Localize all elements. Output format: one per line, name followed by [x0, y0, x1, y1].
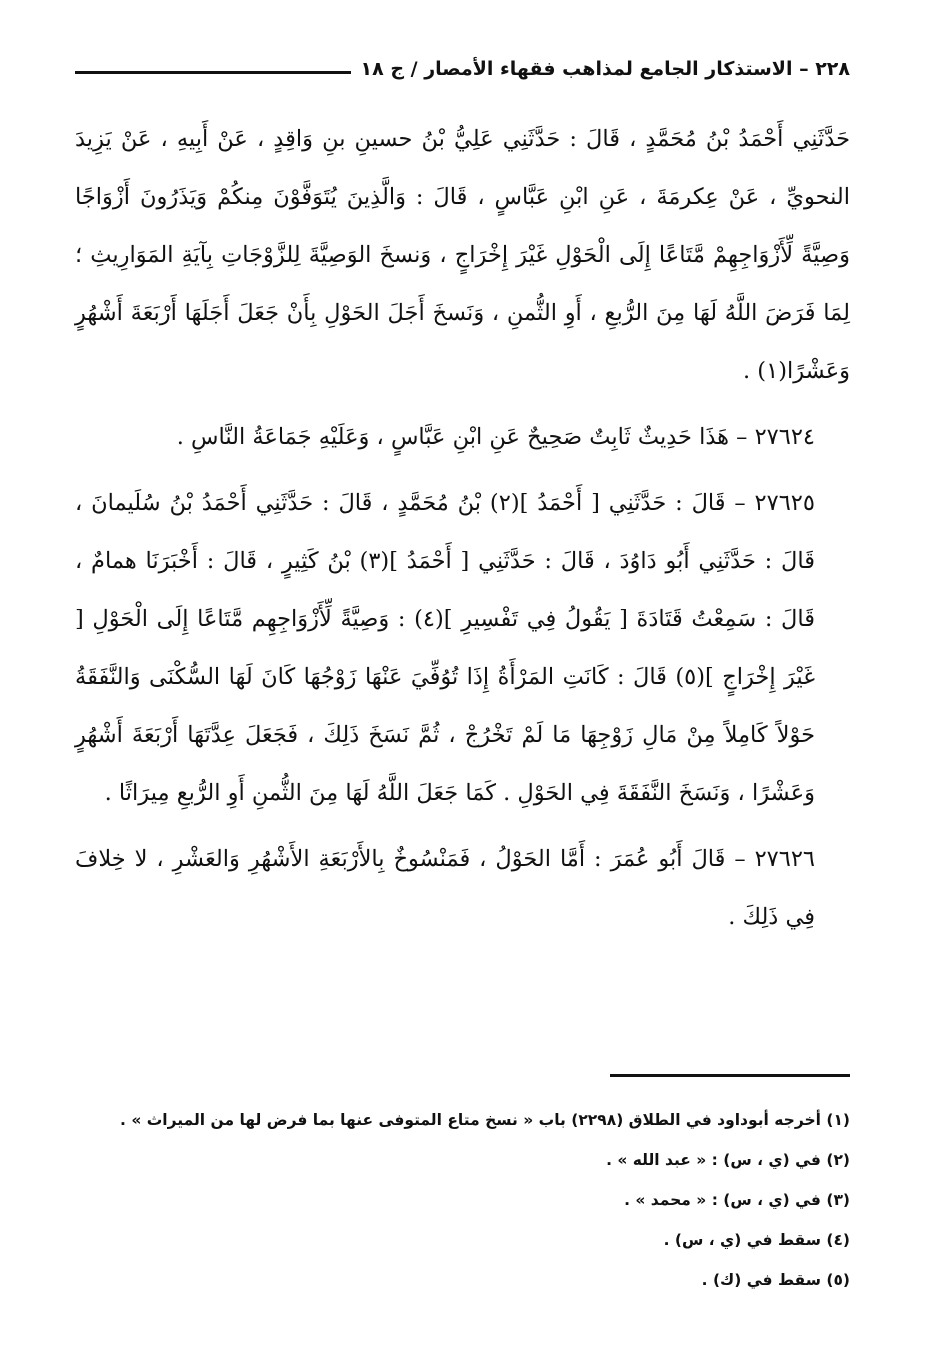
header-rule — [75, 71, 351, 74]
footnote-5: (٥) سقط في (ك) . — [701, 1271, 850, 1289]
footnote-1: (١) أخرجه أبوداود في الطلاق (٢٢٩٨) باب « نسخ متاع المتوفى عنها بما فرض لها من الميراث » . — [120, 1111, 850, 1129]
main-text — [75, 110, 850, 946]
footnote-separator — [610, 1074, 850, 1077]
paragraph-hadith-chain: حَدَّثَنِي أَحْمَدُ بْنُ مُحَمَّدٍ ، قَالَ : حَدَّثَنِي عَلِيُّ بْنُ حسينِ بنِ وَاقِدٍ ، عَنْ أَبِيهِ ، عَنْ يَزِيدَ النحويِّ ، عَنْ عِكرمَةَ ، عَنِ ابْنِ عَبَّاسٍ ، قَالَ : وَالَّذِينَ يُتَوَفَّوْنَ مِنكُمْ وَيَذَرُونَ أَزْوَاجًا وَصِيَّةً لِّأَزْوَاجِهِمْ مَّتَاعًا إِلَى الْحَوْلِ غَيْرَ إِخْرَاجٍ ، وَنسخَ الوَصِيَّةَ لِلزَّوْجَاتِ بِآيَةِ المَوَارِيثِ ؛ لِمَا فَرَضَ اللَّهُ لَهَا مِنَ الرُّبعِ ، أَوِ الثُّمنِ ، وَنَسخَ أَجَلَ الحَوْلِ بِأَنْ جَعَلَ أَجَلَهَا أَرْبَعَةَ أَشْهُرٍ وَعَشْرًا(١) . — [75, 126, 850, 384]
paragraph-27625: ٢٧٦٢٥ – قَالَ : حَدَّثَنِي [ أَحْمَدُ ](٢) بْنُ مُحَمَّدٍ ، قَالَ : حَدَّثَنِي أَحْمَدُ بْنُ سُلَيمانَ ، قَالَ : حَدَّثَنِي أَبُو دَاوُدَ ، قَالَ : حَدَّثَنِي [ أَحْمَدُ ](٣) بْنُ كَثِيرٍ ، قَالَ : أَخْبَرَنَا همامٌ ، قَالَ : سَمِعْتُ قَتَادَةَ [ يَقُولُ فِي تَفْسِيرِ ](٤) : وَصِيَّةً لِّأَزْوَاجِهِم مَّتَاعًا إِلَى الْحَوْلِ [ غَيْرَ إِخْرَاجٍ ](٥) قَالَ : كَانَتِ المَرْأَةُ إِذَا تُوُفِّيَ عَنْهَا زَوْجُهَا كَانَ لَهَا السُّكْنَى وَالنَّفَقَةُ حَوْلاً كَامِلاً مِنْ مَالِ زَوْجِهَا مَا لَمْ تَخْرُجْ ، ثُمَّ نَسَخَ ذَلِكَ ، فَجَعَلَ عِدَّتَهَا أَرْبَعَةَ أَشْهُرٍ وَعَشْرًا ، وَنَسَخَ النَّفَقَةَ فِي الحَوْلِ . كَمَا جَعَلَ اللَّهُ لَهَا مِنَ الثُّمنِ أَوِ الرُّبعِ مِيرَاثًا . — [75, 490, 816, 806]
paragraph-27624: ٢٧٦٢٤ – هَذَا حَدِيثٌ ثَابِتٌ صَحِيحٌ عَنِ ابْنِ عَبَّاسٍ ، وَعَلَيْهِ جَمَاعَةُ النَّاسِ . — [176, 424, 815, 450]
footnote-2: (٢) في (ي ، س) : « عبد الله » . — [606, 1151, 850, 1169]
page-header-title: ٢٢٨ – الاستذكار الجامع لمذاهب فقهاء الأمصار / ج ١٨ — [360, 58, 850, 80]
paragraph-27626: ٢٧٦٢٦ – قَالَ أَبُو عُمَرَ : أَمَّا الحَوْلُ ، فَمَنْسُوخٌ بِالأَرْبَعَةِ الأَشْهُرِ وَالعَشْرِ ، لا خِلافَ فِي ذَلِكَ . — [75, 846, 815, 930]
footnote-3: (٣) في (ي ، س) : « محمد » . — [624, 1191, 850, 1209]
running-header — [75, 58, 850, 80]
footnotes — [75, 1100, 850, 1300]
footnote-4: (٤) سقط في (ي ، س) . — [663, 1231, 850, 1249]
